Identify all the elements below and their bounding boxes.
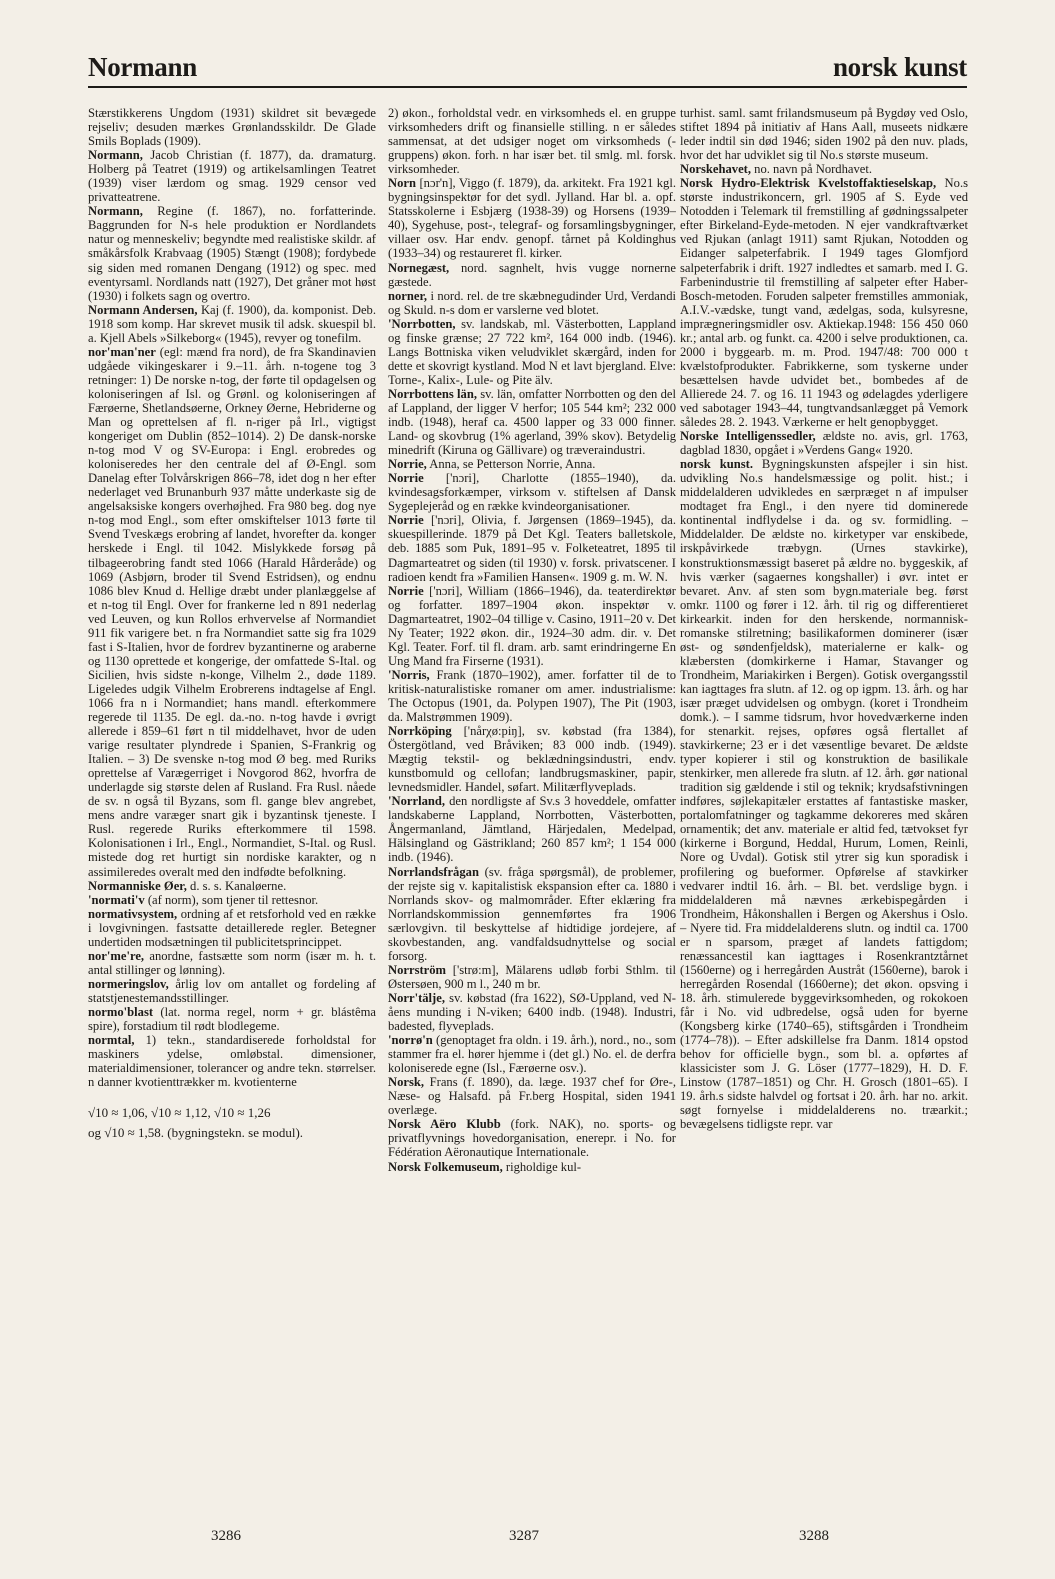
entry-headword: 'norrø'n [388, 1033, 433, 1048]
dictionary-entry [388, 963, 676, 991]
entry-headword: Norske Intelligenssedler, [680, 429, 816, 444]
dictionary-entry [388, 387, 676, 457]
dictionary-entry [88, 977, 376, 1005]
entry-text: sv. landskab, ml. Västerbotten, Lappland og finske grænse; 27 722 km², 164 000 indb. (1946). Langs Bottniska viken veludviklet skærgård, inden for dette et skovrigt kystland. Mod N et lavt bjergland. Elve: Torne-, Kalix-, Lule- og Pite älv. [388, 316, 676, 387]
entry-text: Frans (f. 1890), da. læge. 1937 chef for Øre-, Næse- og Halsafd. på Fr.berg Hospital, siden 1941 overlæge. [388, 1075, 676, 1118]
dictionary-entry [388, 1075, 676, 1117]
entry-text: 2) økon., forholdstal vedr. en virksomheds el. en gruppe virksomheders drift og finansielle stilling. n er således sammensat, at det udsiger noget om virksomheds (-gruppens) økon. forh. n har især bet. til smlg. ml. forsk. virksomheder. [388, 106, 676, 177]
entry-text: 1) tekn., standardiserede forholdstal for maskiners ydelse, omløbstal. dimensioner, materialdimensioner, tolerancer og andre tekn. størrelser. n danner kvotienttrækker m. kvotienterne [88, 1033, 376, 1090]
entry-text: ordning af et retsforhold ved en række i lovgivningen. fastsatte detaillerede regler. Betegner undertiden modsætningen til publicitetsprincippet. [88, 906, 376, 949]
entry-text: anordne, fastsætte som norm (især m. h. t. antal stillinger og lønning). [88, 948, 376, 977]
dictionary-entry [388, 584, 676, 668]
dictionary-entry [388, 991, 676, 1033]
dictionary-entry [680, 429, 968, 457]
entry-headword: Norskehavet, [680, 162, 752, 177]
dictionary-entry [88, 345, 376, 879]
entry-headword: normeringslov, [88, 976, 169, 991]
dictionary-entry [388, 668, 676, 724]
entry-text: turhist. saml. samt frilandsmuseum på Bygdøy ved Oslo, stiftet 1894 på initiativ af Hans Aall, museets nidkære leder indtil sin død 1946; siden 1902 på den nuv. plads, hvor det har udviklet sig til No.s største museum. [680, 106, 968, 163]
dictionary-entry [388, 513, 676, 583]
formula-line-1: √10 ≈ 1,06, √10 ≈ 1,12, √10 ≈ 1,26 [88, 1105, 271, 1121]
entry-text: (af norm), som tjener til rettesnor. [144, 892, 319, 907]
running-head-left: Normann [88, 52, 197, 82]
entry-text: ['nɔri], Olivia, f. Jørgensen (1869–1945), da. skuespillerinde. 1879 på Det Kgl. Teaters balletskole, deb. 1885 som Puk, 1891–95 v. Folketeatret, 1895 til Dagmarteatret og siden (til 1930) v. forsk. privatscener. I radioen kendt fra »Familien Hansen«. 1909 g. m. W. N. [388, 513, 676, 584]
dictionary-entry [388, 1033, 676, 1075]
entry-text: Kaj (f. 1900), da. komponist. Deb. 1918 som komp. Har skrevet musik til adsk. skuespil bl. a. Kjell Abels »Silkeborg« (1945), revyer og tonefilm. [88, 302, 376, 345]
entry-text: (sv. fråga spørgsmål), de problemer, der rejste sig v. kapitalistisk ekspansion efter ca. 1880 i Norrlands skov- og malmområder. Efter eklæring fra Norrlandskommission gennemførtes fra 1906 særlovgivn. til beskyttelse af hidtidige jordejere, af skovbestanden, ang. vandfaldsudnyttelse og social forsorg. [388, 864, 676, 963]
dictionary-entry [388, 1160, 676, 1174]
entry-headword: Normann, [88, 148, 143, 163]
dictionary-entry [680, 176, 968, 429]
column-3 [680, 106, 968, 1526]
dictionary-entry [88, 106, 376, 148]
entry-text: årlig lov om antallet og fordeling af statstjenestemandsstillinger. [88, 976, 376, 1005]
entry-text: sv. län, omfatter Norrbotten og den del af Lappland, der ligger V herfor; 105 544 km²; 232 000 indb. (1948), heraf ca. 4500 lapper og 33 000 finner. Land- og skovbrug (1% agerland, 39% skov). Betydelig minedrift (Kiruna og Gällivare) og træveraindustri. [388, 386, 676, 458]
entry-headword: Norrbottens län, [388, 386, 477, 401]
entry-text: righoldige kul- [502, 1159, 582, 1174]
entry-text: Anna, se Petterson Norrie, Anna. [426, 457, 596, 472]
entry-headword: normativsystem, [88, 906, 178, 921]
entry-text: Regine (f. 1867), no. forfatterinde. Baggrunden for N-s hele produktion er Nordlandets natur og menneskeliv; begyndte med realistiske skildr. af småkårsfolk Krabvaag (1905) Stængt (1908); fordybede sig siden med romanen Dengang (1912) og spec. med eventyrsaml. Nordlands natt (1927), Det gråner mot høst (1930) i folkets sagn og overtro. [88, 204, 376, 303]
entry-headword: Norsk Aëro Klubb [388, 1117, 501, 1132]
entry-text: [nɔr'n], Viggo (f. 1879), da. arkitekt. Fra 1921 kgl. bygningsinspektør for det sydl. Jylland. Har bl. a. opf. Statsskolerne i Esbjærg (1938-39) og Horsens (1939–40), Sygehuse, post-, telegraf- og forsamlingsbygninger, villaer osv. Har endv. genopf. tårnet på Koldinghus (1933–34) og restaureret fl. kirker. [388, 176, 676, 261]
entry-headword: Norrie [388, 583, 424, 598]
entry-headword: Norrie [388, 513, 424, 528]
entry-headword: Norrström [388, 962, 447, 977]
normtal-formula [88, 1103, 376, 1143]
page-number: 3288 [799, 1528, 829, 1544]
dictionary-entry [388, 317, 676, 387]
running-head [88, 52, 967, 86]
entry-text: sv. købstad (fra 1622), SØ-Uppland, ved N-åens munding i N-viken; 6400 indb. (1948). Industri, badested, flyveplads. [388, 990, 676, 1034]
entry-text: i nord. rel. de tre skæbnegudinder Urd, Verdandi og Skuld. n-s dom er varslerne ved blotet. [388, 288, 676, 317]
dictionary-entry [388, 289, 676, 317]
dictionary-entry [388, 261, 676, 289]
dictionary-entry [388, 457, 676, 471]
dictionary-entry [388, 176, 676, 260]
dictionary-entry [388, 106, 676, 176]
entry-headword: Normann, [88, 204, 143, 219]
entry-headword: Norsk, [388, 1075, 425, 1090]
entry-headword: normo'blast [88, 1005, 154, 1019]
dictionary-entry [88, 204, 376, 302]
dictionary-entry [388, 724, 676, 794]
entry-text: No.s største industrikoncern, grl. 1905 af S. Eyde ved Notodden i Telemark til fremstilling af gødningssalpeter efter Birkeland-Eyde-metoden. N ejer vandkraftværket ved Rjukan (anlagt 1911) samt Rjukan, Notodden og Eidanger salpeterfabrik. I 1949 tages Glomfjord salpeterfabrik i drift. 1927 indledtes et samarb. med I. G. Farbenindustrie til fremstilling af salpeter efter Haber-Bosch-metoden. Foruden salpeter fremstilles ammoniak, A.I.V.-vædske, tungt vand, ædelgas, soda, kulsyresne, imprægneringsmidler osv. Aktiekap.1948: 156 450 060 kr.; antal arb. og funkt. ca. 4200 i selve produktionen, ca. 2000 i byggearb. m. m. Prod. 1947/48: 700 000 t kvælstofprodukter. Fabrikkerne, som tyskerne under besættelsen havde udvidet bet., bombedes af de Allierede 24. 7. og 16. 11 1943 og ødelagdes yderligere ved sabotager 1943–44, tungtvandsanlægget på Vemork således 28. 2. 1943. Værkerne er helt genopbygget. [680, 176, 968, 430]
header-rule [88, 86, 967, 88]
dictionary-entry [680, 457, 968, 1131]
formula-line-2: og √10 ≈ 1,58. (bygningstekn. se modul). [88, 1125, 304, 1141]
entry-text: (fork. NAK), no. sports- og privatflyvnings hovedorganisation, enerepr. i No. for Fédération Aëronautique Internationale. [388, 1117, 676, 1160]
dictionary-entry [388, 471, 676, 513]
entry-headword: 'Norrland, [388, 794, 446, 809]
entry-text: (genoptaget fra oldn. i 19. årh.), nord., no., som stammer fra el. hører hjemme i (det gl.) No. el. de derfra koloniserede egne (Isl., Færøerne osv.). [388, 1033, 676, 1076]
entry-headword: Norrie [388, 471, 424, 486]
column-2 [388, 106, 676, 1526]
entry-headword: Normanniske Øer, [88, 878, 187, 893]
dictionary-entry [88, 148, 376, 204]
entry-headword: Norrlandsfrågan [388, 864, 479, 879]
entry-text: Frank (1870–1902), amer. forfatter til de to kritisk-naturalistiske romaner om amer. industrialisme: The Octopus (1901, da. Polypen 1907), The Pit (1903, da. Malstrømmen 1909). [388, 667, 676, 725]
dictionary-entry [88, 879, 376, 893]
entry-text: den nordligste af Sv.s 3 hoveddele, omfatter landskaberne Lappland, Norrbotten, Västerbotten, Ångermanland, Jämtland, Härjedalen, Medelpad, Hälsingland og Gästrikland; 260 857 km²; 1 154 000 indb. (1946). [388, 794, 676, 865]
entry-text: Bygningskunsten afspejler i sin hist. udvikling No.s handelsmæssige og polit. hist.; i middelalderen udvikledes en særpræget n af impulser modtaget fra Engl., i den nyere tid dominerede kontinental indflydelse i da. og sv. formidling. – Middelalder. De ældste no. kirketyper var enskibede, irskpåvirkede træbygn. (Urnes stavkirke), konstruktionsmæssigt baseret på ældre no. byggeskik, af hvis værker (sagaernes kongshaller) i øvr. intet er bevaret. Anv. af sten som bygn.materiale beg. først omkr. 1100 og fører i 12. årh. til rig og differentieret kirkearkit. inden for den herskende, normannisk-romanske stilretning; basilikaformen dominerer (især øst- og søndenfjeldsk), materialerne er kalk- og klæbersten (domkirkerne i Hamar, Stavanger og Trondheim, Mariakirken i Bergen). Gotisk overgangsstil kan iagttages fra slutn. af 12. og op igpm. 13. årh. og har især præget udvidelsen og ombygn. (koret i Trondheim domk.). – I samme tidsrum, hvor hovedværkerne inden for stenarkit. rejses, opføres også flertallet af stavkirkerne; 23 er i det væsentlige bevaret. De ældste typer kopierer i stil og konstruktion de basilikale stenkirker, men allerede fra slutn. af 12. årh. gør national tradition sig gældende i stil og teknik; krydsafstivningen indføres, søjlekapitæler erstattes af fantastiske masker, portalomfatninger og tagkamme dekoreres med skåren ornamentik; det anv. materiale er altid fed, tætvokset fyr (kirkerne i Borgund, Heddal, Hurum, Lomen, Reinli, Nore og Uvdal). Gotisk stil ytrer sig kun sporadisk i profilering og bueformer. Opførelse af stavkirker vedvarer indtil 16. årh. – Bl. bet. verdslige bygn. i middelalderen må nævnes ærkebispegården i Trondheim, Håkonshallen i Bergen og Akershus i Oslo. – Nyere tid. Fra middelalderens slutn. og indtil ca. 1700 er n sparsom, præget af landets fattigdom; renæssancestil kan iagttages i Rosenkrantztårnet (1560erne) og i herregården Austråt (1560erne), barok i herregården Rosendal (1660erne); det økon. opsving i 18. årh. stimulerede byggevirksomheden, og rokokoen får i No. vid udbredelse, også uden for byerne (Kongsberg kirke (1740–65), stiftsgården i Trondheim (1774–78)). – Efter adskillelse fra Danm. 1814 opstod behov for officielle bygn., som bl. a. opførtes af klassicister som J. G. Löser (1777–1829), H. D. F. Linstow (1787–1851) og Chr. H. Grosch (1801–65). I 19. årh.s sidste halvdel og fortsat i 20. årh. har no. arkit. søgt fornyelse i middelalderens no. træarkit.; bevægelsens tidligste repr. var [680, 457, 968, 1132]
dictionary-entry [88, 303, 376, 345]
entry-text: ['nɔri], Charlotte (1855–1940), da. kvindesagsforkæmper, virksom v. stiftelsen af Dansk Sygeplejeråd og en række kvindeorganisationer. [388, 471, 676, 514]
entry-headword: Norr'tälje, [388, 990, 445, 1005]
page-number: 3286 [211, 1528, 241, 1544]
entry-text: (egl: mænd fra nord), de fra Skandinavien udgåede vikingeskarer i 9.–11. årh. n-togene tog 3 retninger: 1) De norske n-tog, der førte til opdagelsen og koloniseringen af Isl. og Grønl. og koloniseringen af Færøerne, Shetlandsøerne, Orkney Øerne, Hebriderne og Man og oprettelsen af fl. n-riger på Irl., vigtigst kongeriget om Dublin (852–1014). 2) De dansk-norske n-tog mod V og SV-Europa: i Engl. erobredes og koloniseredes her den centrale del af Ø-Engl. som Danelag efter Tolvårskrigen 866–78, idet dog n her efter nederlaget ved Brunanburh 937 måtte underkaste sig de angelsaksiske kongers overhøjhed. Fra 980 beg. dog nye n-tog mod Engl., som efter omskiftelser 1013 førte til Svend Tveskægs erobring af landet, hvorefter da. konger herskede i Engl. til 1042. Mislykkede forsøg på tilbageerobring fandt sted 1066 (Harald Hårderåde) og 1069 (Asbjørn, broder til Svend Estridsen), og endnu 1086 blev Knud d. Hellige dræbt under planlæggelse af et n-tog til Engl. Over for frankerne led n 891 nederlag ved Leuven, og kun Rollos erhvervelse af Normandiet 911 fik varigere bet. n fra Normandiet satte sig fra 1029 fast i S-Italien, hvor de fordrev byzantinerne og araberne og 1130 oprettede et kongerige, der omfattede S-Ital. og Sicilien, hvis sidste n-konge, Vilhelm 2., døde 1189. Ligeledes udgik Vilhelm Erobrerens indtagelse af Engl. 1066 fra n i Normandiet; hans mandl. efterkommere regerede til 1135. De egl. da.-no. n-tog havde i øvrigt allerede i 859–61 ført n til middelhavet, hvor de uden varige resultater plyndrede i Spanien, S-Frankrig og Italien. – 3) De svenske n-tog mod Ø beg. med Ruriks oprettelse af Varægerriget i Novgorod 862, hvorfra de underlagde sig største delen af Rusland. Fra Rusl. nåede de sv. n også til Byzans, som fl. gange blev angrebet, mens andre varæger snart gik i byzantinsk tjeneste. I Rusl. regerede Ruriks efterkommere til 1598. Kolonisationen i Irl., Engl., Normandiet, S-Ital. og Rusl. mistede dog ret hurtigt sin nordiske karakter, og n assimileredes overalt med den indfødte befolkning. [88, 344, 376, 879]
entry-text: ['nårχø:piŋ], sv. købstad (fra 1384), Östergötland, ved Bråviken; 83 000 indb. (1949). Mægtig tekstil- og beklædningsindustri, endv. kunstbomuld og cellofan; landbrugsmaskiner, papir, levnedsmidler. Handel, søfart. Militærflyveplads. [388, 724, 676, 795]
entry-headword: Norrie, [388, 457, 427, 472]
entry-headword: nor'me're, [88, 948, 145, 963]
entry-headword: Norn [388, 176, 416, 191]
entry-text: nord. sagnhelt, hvis vugge nornerne gæstede. [388, 260, 676, 289]
dictionary-entry [88, 1033, 376, 1089]
dictionary-entry [388, 794, 676, 864]
dictionary-entry [388, 1117, 676, 1159]
page-number: 3287 [509, 1528, 539, 1544]
entry-headword: 'Norris, [388, 667, 430, 682]
entry-headword: nor'man'ner [88, 344, 156, 359]
dictionary-entry [680, 106, 968, 162]
entry-text: ældste no. avis, grl. 1763, dagblad 1830, opgået i »Verdens Gang« 1920. [680, 429, 968, 458]
column-1 [88, 106, 376, 1526]
entry-text: no. navn på Nordhavet. [751, 162, 873, 177]
dictionary-entry [88, 1005, 376, 1033]
entry-headword: Norsk Hydro-Elektrisk Kvelstoffaktieselskap, [680, 176, 937, 191]
entry-text: ['strø:m], Mälarens udløb forbi Sthlm. til Østersøen, 900 m l., 240 m br. [388, 962, 676, 991]
dictionary-entry [88, 949, 376, 977]
entry-headword: Normann Andersen, [88, 302, 198, 317]
dictionary-entry [88, 907, 376, 949]
entry-headword: 'Norrbotten, [388, 316, 456, 331]
dictionary-entry [388, 865, 676, 963]
entry-text: d. s. s. Kanaløerne. [186, 878, 287, 893]
entry-headword: norsk kunst. [680, 457, 753, 472]
entry-headword: Nornegæst, [388, 260, 450, 275]
entry-headword: norner, [388, 288, 428, 303]
entry-headword: 'normati'v [88, 892, 145, 907]
dictionary-entry [88, 893, 376, 907]
dictionary-entry [680, 162, 968, 176]
entry-headword: Norrköping [388, 724, 452, 739]
entry-text: Jacob Christian (f. 1877), da. dramaturg. Holberg på Teatret (1919) og artikelsamlingen Teatret (1939) viser lærdom og smag. 1929 censor ved privatteatrene. [88, 148, 376, 205]
entry-text: (lat. norma regel, norm + gr. blástêma spire), forstadium til rødt blodlegeme. [88, 1005, 376, 1034]
entry-text: ['nɔri], William (1866–1946), da. teaterdirektør og forfatter. 1897–1904 økon. inspektør v. Dagmarteatret, 1902–04 tillige v. Casino, 1911–20 v. Det Ny Teater; 1922 økon. dir., 1924–30 adm. dir. v. Det Kgl. Teater. Forf. til fl. dram. arb. samt erindringerne En Ung Mand fra Firserne (1931). [388, 583, 676, 668]
running-head-right: norsk kunst [832, 52, 967, 82]
entry-text: Stærstikkerens Ungdom (1931) skildret sit bevægede rejseliv; desuden mærkes Grønlandsskildr. De Glade Smils Boplads (1909). [88, 106, 376, 149]
entry-headword: normtal, [88, 1033, 135, 1048]
entry-headword: Norsk Folkemuseum, [388, 1159, 503, 1174]
